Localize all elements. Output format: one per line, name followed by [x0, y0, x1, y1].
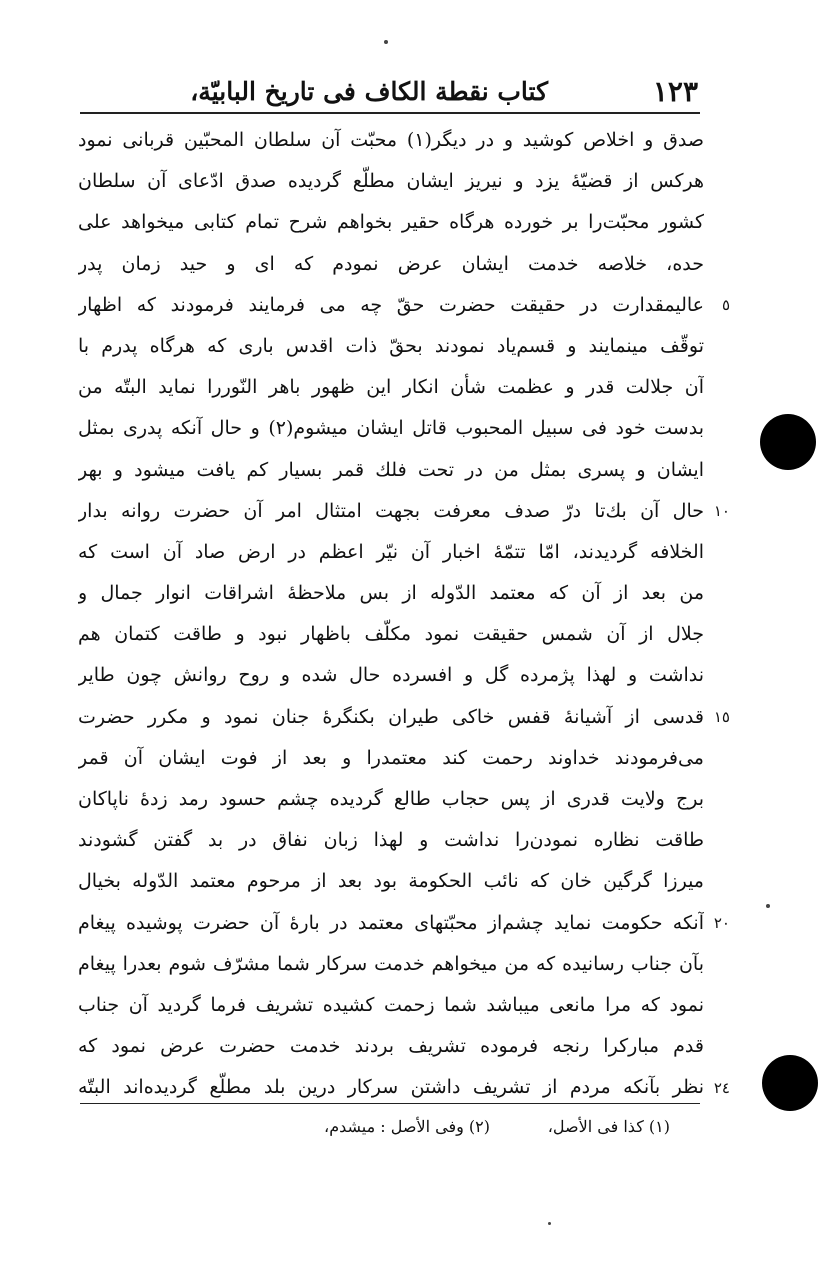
text-line: جلال از آن شمس حقيقت نمود مكلّف باظهار نبود و طاقت كتمان هم — [78, 623, 704, 646]
line-number: ٢٤ — [713, 1078, 730, 1097]
text-line: برج ولايت قدرى از پس حجاب طالع گرديده چشم حسود رمد زدهٔ ناپاكان — [78, 788, 704, 810]
page-header — [190, 74, 698, 110]
line-number: ٢٠ — [713, 913, 730, 932]
text-line: بدست خود فى سبيل المحبوب قاتل ايشان ميشوم(٢) و حال آنكه پدرى بمثل — [78, 417, 704, 440]
header-rule — [80, 112, 700, 114]
line-number: ١٠ — [713, 501, 730, 520]
text-line: آن جلالت قدر و عظمت شأن انكار اين ظهور باهر النّوررا نمايد البتّه من — [78, 376, 704, 399]
text-line: قدسى از آشيانهٔ قفس خاكى طيران بكنگرهٔ جنان نمود و مكرر حضرت — [78, 705, 704, 728]
text-line: من بعد از آن كه معتمد الدّوله از بس ملاحظهٔ اشراقات انوار جمال و — [78, 582, 704, 605]
paper-speck — [766, 904, 770, 908]
margin-ink-blot — [760, 414, 816, 470]
text-line: صدق و اخلاص كوشيد و در ديگر(١) محبّت آن سلطان المحبّين قربانى نمود — [78, 129, 704, 151]
text-line: بآن جناب رسانيده كه من ميخواهم خدمت سركار شما مشرّف شوم بعدرا پيغام — [78, 952, 704, 975]
page-number: ١٢٣ — [652, 75, 698, 108]
text-line: طاقت نظاره نمودن‌را نداشت و لهذا زبان نفاق در بد گفتن گشودند — [78, 829, 704, 852]
paper-speck — [548, 1222, 551, 1225]
main-text — [78, 120, 704, 1109]
text-line: كشور محبّت‌را بر خورده هرگاه حقير بخواهم شرح تمام كتابى ميخواهد على — [78, 211, 704, 234]
footnote-1: (١) كذا فى الأصل، — [547, 1117, 670, 1136]
paper-speck — [384, 40, 388, 44]
running-title: كتاب نقطة الكاف فى تاريخ البابيّة، — [190, 77, 548, 106]
text-line: قدم مباركرا رنجه فرموده تشريف بردند خدمت حضرت عرض نمود كه — [78, 1035, 704, 1058]
text-line: عاليمقدارت در حقيقت حضرت حقّ چه مى فرمايند فرمودند كه اظهار — [78, 293, 704, 316]
text-line: ميرزا گرگين خان كه نائب الحكومة بود بعد از مرحوم معتمد الدّوله بخيال — [78, 870, 704, 893]
text-line: حده، خلاصه خدمت ايشان عرض نمودم كه اى و حيد زمان پدر — [78, 252, 704, 275]
footnote-rule — [80, 1103, 700, 1104]
margin-ink-blot — [762, 1055, 818, 1111]
line-number: ١٥ — [713, 707, 730, 726]
text-line: توقّف مينمايند و قسم‌ياد نمودند بحقّ ذات اقدس بارى كه هرگاه پدرم با — [78, 334, 704, 357]
footnote-2: (٢) وفى الأصل : ميشدم، — [324, 1117, 490, 1136]
text-line: هركس از قضيّهٔ يزد و نيريز ايشان مطلّع گرديده صدق ادّعاى آن سلطان — [78, 170, 704, 193]
text-line: ايشان و پسرى بمثل من در تحت فلك قمر بسيار كم يافت ميشود و بهر — [78, 458, 704, 481]
line-number: ٥ — [721, 295, 730, 314]
text-line: آنكه حكومت نمايد چشم‌از محبّتهاى معتمد در بارهٔ آن حضرت پوشيده پيغام — [78, 911, 704, 934]
text-line: الخلافه گرديدند، امّا تتمّهٔ اخبار آن نيّر اعظم در ارض صاد آن است كه — [78, 540, 704, 563]
text-line: نداشت و لهذا پژمرده گل و افسرده حال شده و روح روانش چون طاير — [78, 664, 704, 687]
text-line: مى‌فرمودند خداوند رحمت كند معتمدرا و بعد از فوت ايشان آن قمر — [78, 746, 704, 769]
text-line: نمود كه مرا مانعى ميباشد شما زحمت كشيده تشريف فرما گرديد آن جناب — [78, 993, 704, 1016]
text-line: نظر بآنكه مردم از تشريف داشتن سركار درين بلد مطلّع گرديده‌اند البتّه — [78, 1076, 704, 1099]
text-line: حال آن بك‌تا درّ صدف معرفت بجهت امتثال امر آن حضرت روانه بدار — [78, 499, 704, 522]
